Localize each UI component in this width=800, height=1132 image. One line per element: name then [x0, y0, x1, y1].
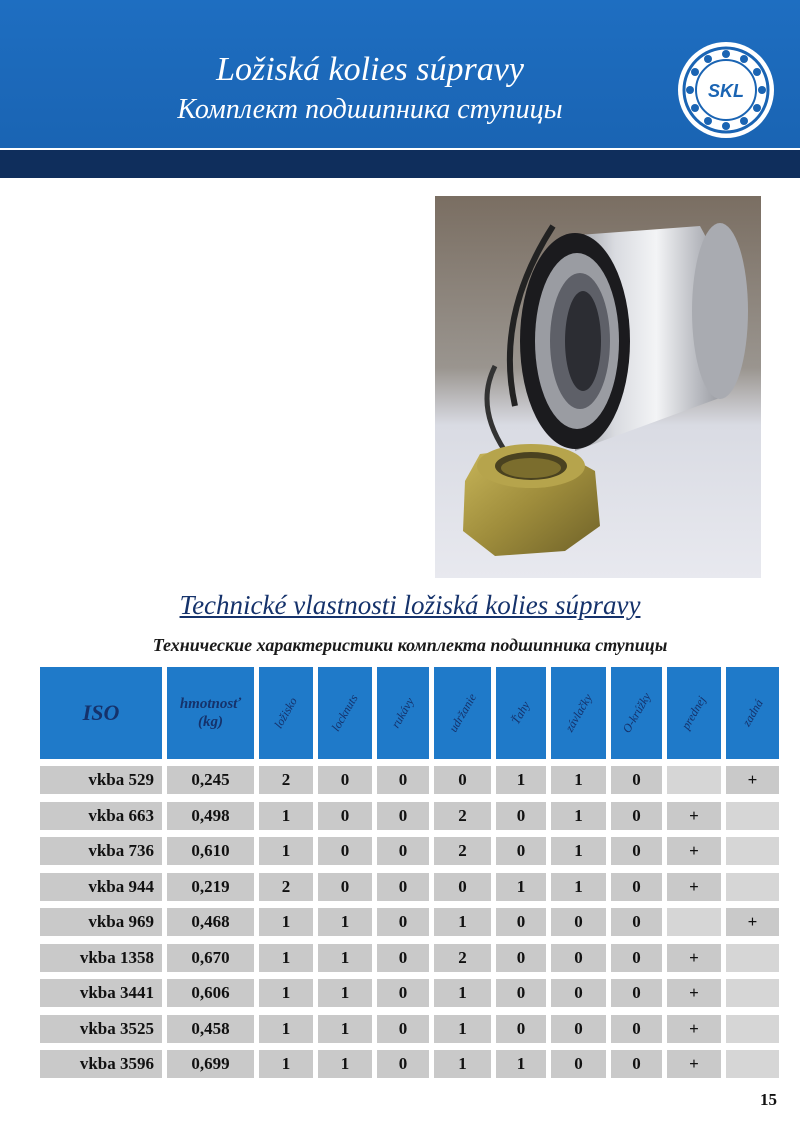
table-cell: 0 [611, 908, 662, 936]
table-cell: 2 [434, 944, 491, 972]
logo-text: SKL [708, 81, 744, 101]
table-cell: + [667, 802, 721, 830]
table-cell: 1 [318, 1015, 372, 1043]
table-cell: 0 [434, 873, 491, 901]
table-cell: 0 [611, 979, 662, 1007]
weight-cell: 0,498 [167, 802, 254, 830]
table-cell: 1 [259, 1050, 313, 1078]
table-cell: 1 [318, 1050, 372, 1078]
table-cell: 0 [496, 802, 546, 830]
table-cell: 0 [318, 873, 372, 901]
table-cell: 0 [318, 802, 372, 830]
table-cell: 0 [611, 766, 662, 794]
table-cell: 2 [259, 766, 313, 794]
iso-code-cell: vkba 1358 [40, 944, 162, 972]
table-cell: 0 [551, 1050, 606, 1078]
weight-header-line1: hmotnosť [179, 696, 242, 712]
table-cell: 1 [434, 979, 491, 1007]
table-cell: 0 [377, 802, 429, 830]
table-cell: 1 [496, 873, 546, 901]
table-cell: 2 [434, 802, 491, 830]
iso-code-cell: vkba 3525 [40, 1015, 162, 1043]
table-cell [726, 979, 779, 1007]
table-cell: 0 [377, 1050, 429, 1078]
table-cell: 0 [377, 766, 429, 794]
table-cell: 0 [611, 944, 662, 972]
table-cell: 1 [259, 908, 313, 936]
weight-cell: 0,219 [167, 873, 254, 901]
table-cell: + [667, 979, 721, 1007]
table-cell: 0 [551, 1015, 606, 1043]
table-cell: 0 [551, 979, 606, 1007]
table-cell: + [726, 766, 779, 794]
weight-cell: 0,670 [167, 944, 254, 972]
weight-cell: 0,245 [167, 766, 254, 794]
column-header-locknuts: locknuts [318, 667, 372, 759]
iso-code-cell: vkba 663 [40, 802, 162, 830]
table-cell: 0 [611, 873, 662, 901]
weight-cell: 0,606 [167, 979, 254, 1007]
column-header-weight [167, 667, 254, 759]
table-cell [726, 873, 779, 901]
table-cell: 0 [496, 979, 546, 1007]
column-header-retention: udržanie [434, 667, 491, 759]
page-number: 15 [760, 1090, 777, 1109]
table-cell: 0 [551, 908, 606, 936]
table-cell: + [726, 908, 779, 936]
wheel-bearing-photo [435, 196, 761, 578]
weight-cell: 0,699 [167, 1050, 254, 1078]
table-cell: 1 [434, 908, 491, 936]
table-cell: + [667, 873, 721, 901]
table-cell: 2 [259, 873, 313, 901]
table-cell: + [667, 944, 721, 972]
skl-logo [676, 40, 776, 140]
table-cell: 0 [611, 837, 662, 865]
table-cell: + [667, 837, 721, 865]
column-header-cotter-pins: závlačky [551, 667, 606, 759]
table-cell: 1 [259, 837, 313, 865]
table-cell: 0 [434, 766, 491, 794]
iso-code-cell: vkba 969 [40, 908, 162, 936]
table-cell: 0 [496, 837, 546, 865]
table-cell: + [667, 1015, 721, 1043]
table-cell: 0 [318, 766, 372, 794]
iso-code-cell: vkba 944 [40, 873, 162, 901]
table-cell: 0 [377, 944, 429, 972]
header-band [0, 148, 800, 178]
table-cell: 0 [377, 979, 429, 1007]
table-cell: 0 [551, 944, 606, 972]
table-cell: 0 [377, 1015, 429, 1043]
table-cell: 1 [551, 837, 606, 865]
table-cell: 1 [259, 802, 313, 830]
table-cell: + [667, 1050, 721, 1078]
table-cell: 0 [496, 908, 546, 936]
table-cell: 0 [318, 837, 372, 865]
table-cell: 1 [259, 979, 313, 1007]
table-cell: 0 [377, 873, 429, 901]
section-title-slovak: Technické vlastnosti ložiská kolies súpravy [179, 590, 641, 620]
table-cell: 1 [434, 1015, 491, 1043]
table-cell: 1 [551, 802, 606, 830]
iso-code-cell: vkba 736 [40, 837, 162, 865]
table-cell: 1 [551, 766, 606, 794]
iso-code-cell: vkba 529 [40, 766, 162, 794]
table-cell: 1 [259, 944, 313, 972]
section-title-russian: Технические характеристики комплекта подшипника ступицы [152, 635, 668, 655]
table-cell [726, 944, 779, 972]
table-cell: 2 [434, 837, 491, 865]
table-cell: 1 [496, 1050, 546, 1078]
table-cell: 0 [377, 908, 429, 936]
column-header-tie-rods: Ťahy [496, 667, 546, 759]
table-cell: 0 [611, 1015, 662, 1043]
table-cell: 1 [318, 979, 372, 1007]
weight-cell: 0,468 [167, 908, 254, 936]
column-header-o-rings: O-krúžky [611, 667, 662, 759]
table-cell: 0 [611, 1050, 662, 1078]
table-cell [726, 1015, 779, 1043]
weight-cell: 0,610 [167, 837, 254, 865]
table-cell [667, 908, 721, 936]
table-cell: 1 [496, 766, 546, 794]
table-cell: 1 [259, 1015, 313, 1043]
column-header-rear: zadná [726, 667, 779, 759]
column-header-bearing: ložisko [259, 667, 313, 759]
iso-code-cell: vkba 3596 [40, 1050, 162, 1078]
table-cell: 1 [318, 908, 372, 936]
table-cell [726, 802, 779, 830]
table-cell [726, 1050, 779, 1078]
table-cell [667, 766, 721, 794]
header-title-slovak: Ložiská kolies súpravy [216, 51, 524, 88]
table-cell: 1 [318, 944, 372, 972]
weight-header-line2: (kg) [197, 714, 223, 730]
table-cell: 0 [377, 837, 429, 865]
header-title-russian: Комплект подшипника ступицы [177, 94, 563, 125]
table-cell: 0 [611, 802, 662, 830]
weight-cell: 0,458 [167, 1015, 254, 1043]
table-cell: 0 [496, 1015, 546, 1043]
column-header-iso: ISO [40, 667, 162, 759]
table-cell [726, 837, 779, 865]
table-cell: 1 [434, 1050, 491, 1078]
table-cell: 0 [496, 944, 546, 972]
column-header-front: prednej [667, 667, 721, 759]
iso-code-cell: vkba 3441 [40, 979, 162, 1007]
table-cell: 1 [551, 873, 606, 901]
column-header-sleeves: rukávy [377, 667, 429, 759]
